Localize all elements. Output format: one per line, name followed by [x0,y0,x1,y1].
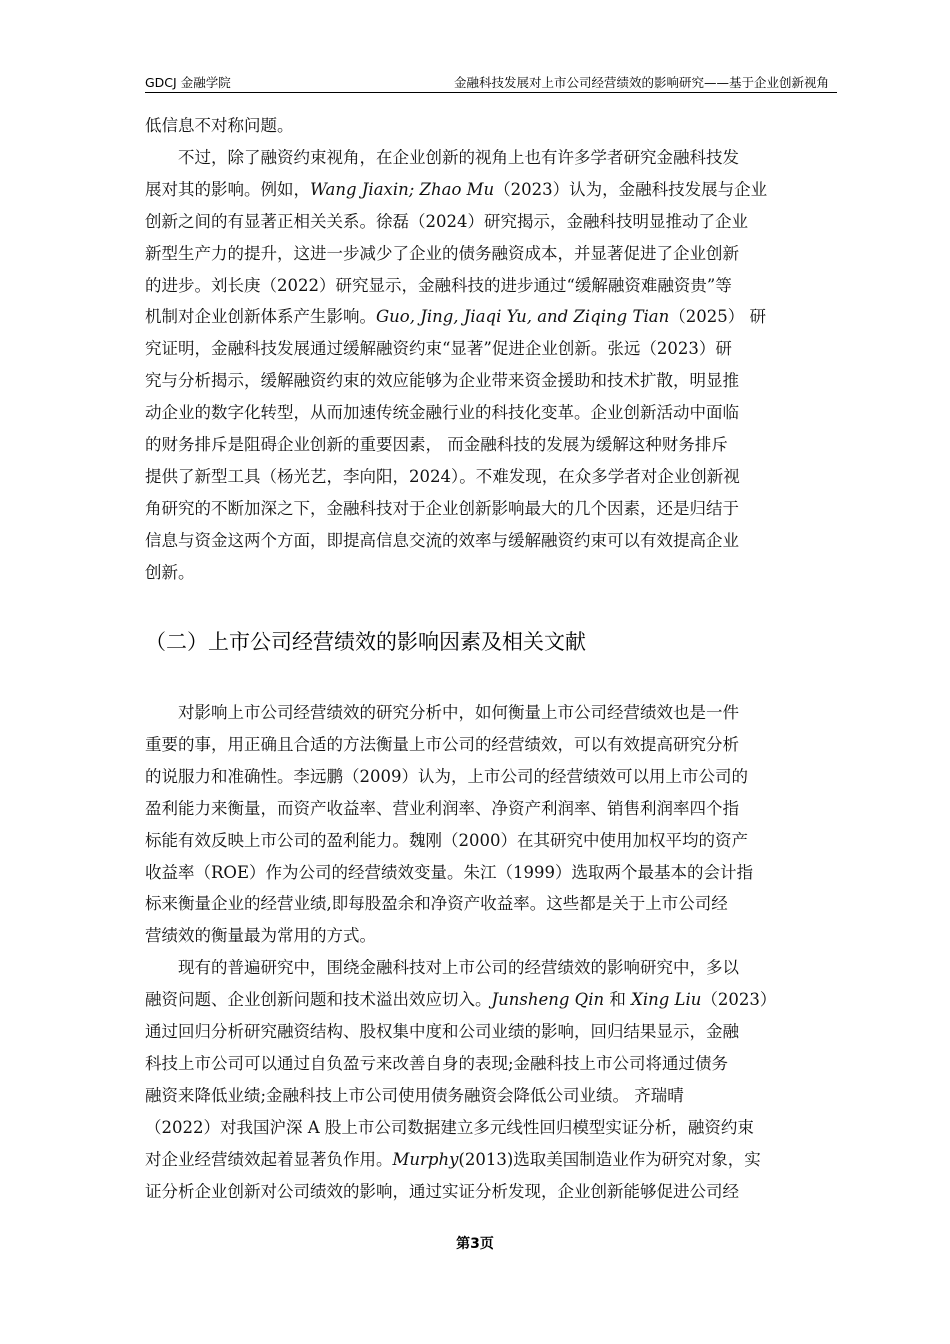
text-line: 的说服力和准确性。李远鹏（2009）认为，上市公司的经营绩效可以用上市公司的 [145,766,748,786]
text-line: 标来衡量企业的经营业绩,即每股盈余和净资产收益率。这些都是关于上市公司经 [145,894,728,914]
text-line: 究与分析揭示，缓解融资约束的效应能够为企业带来资金援助和技术扩散，明显推 [145,371,739,391]
text-line: 营绩效的衡量最为常用的方式。 [145,926,376,946]
body-block-2 [145,697,837,1208]
text-line: 融资来降低业绩;金融科技上市公司使用债务融资会降低公司业绩。 齐瑞晴 [145,1085,684,1105]
text-line: 现有的普遍研究中，围绕金融科技对上市公司的经营绩效的影响研究中，多以 [178,958,739,978]
text-line: 创新。 [145,562,195,582]
text-line: 证分析企业创新对公司绩效的影响，通过实证分析发现，企业创新能够促进公司经 [145,1181,739,1201]
paragraph [145,952,837,1207]
citation-author: Wang Jiaxin; Zhao Mu [310,179,495,199]
text-line: 提供了新型工具（杨光艺，李向阳，2024）。不难发现，在众多学者对企业创新视 [145,466,740,486]
text-line [145,984,837,1016]
citation-author: Guo, Jing, Jiaqi Yu, and Ziqing Tian [376,307,670,327]
text-line: 信息与资金这两个方面，即提高信息交流的效率与缓解融资约束可以有效提高企业 [145,530,739,550]
text-run: （2023）认为，金融科技发展与企业 [494,179,768,199]
text-run: 和 [604,990,632,1010]
section-heading: （二）上市公司经营绩效的影响因素及相关文献 [145,630,586,654]
paragraph [145,697,837,952]
running-header [145,72,837,93]
text-run: （2025） 研 [669,307,766,327]
text-line: 究证明，金融科技发展通过缓解融资约束“显著”促进企业创新。张远（2023）研 [145,339,732,359]
paragraph [145,110,837,142]
text-line: 对影响上市公司经营绩效的研究分析中，如何衡量上市公司经营绩效也是一件 [178,703,739,722]
text-line: 创新之间的有显著正相关关系。徐磊（2024）研究揭示，金融科技明显推动了企业 [145,211,748,231]
text-line: 盈利能力来衡量，而资产收益率、营业利润率、净资产利润率、销售利润率四个指 [145,798,739,818]
text-line: 重要的事，用正确且合适的方法衡量上市公司的经营绩效，可以有效提高研究分析 [145,734,739,754]
text-line: 通过回归分析研究融资结构、股权集中度和公司业绩的影响，回归结果显示，金融 [145,1022,739,1042]
text-line: 动企业的数字化转型，从而加速传统金融行业的科技化变革。企业创新活动中面临 [145,403,739,423]
text-line: （2022）对我国沪深 A 股上市公司数据建立多元线性回归模型实证分析，融资约束 [145,1117,754,1137]
text-run: 对企业经营绩效起着显著负作用。 [145,1149,393,1169]
header-institution: GDCJ 金融学院 [145,75,231,90]
paragraph [145,142,837,589]
text-line [145,174,837,206]
text-line: 收益率（ROE）作为公司的经营绩效变量。朱江（1999）选取两个最基本的会计指 [145,862,753,882]
header-paper-title: 金融科技发展对上市公司经营绩效的影响研究——基于企业创新视角 [453,75,829,90]
citation-author: Murphy [392,1149,459,1169]
text-run: （2023） [701,990,777,1010]
citation-author: Junsheng Qin [491,990,605,1010]
citation-author: Xing Liu [631,990,702,1010]
text-run: (2013)选取美国制造业作为研究对象，实 [458,1149,761,1169]
text-line: 新型生产力的提升，这进一步减少了企业的债务融资成本，并显著促进了企业创新 [145,243,739,263]
text-line: 标能有效反映上市公司的盈利能力。魏刚（2000）在其研究中使用加权平均的资产 [145,830,748,850]
text-line: 低信息不对称问题。 [145,116,294,135]
text-run: 融资问题、企业创新问题和技术溢出效应切入。 [145,990,492,1010]
text-line [145,301,837,333]
text-run: 展对其的影响。例如， [145,179,310,199]
page-number: 第3页 [456,1236,494,1252]
text-line: 角研究的不断加深之下，金融科技对于企业创新影响最大的几个因素，还是归结于 [145,498,739,518]
text-run: 机制对企业创新体系产生影响。 [145,307,376,327]
body-block-1 [145,110,837,589]
text-line: 科技上市公司可以通过自负盈亏来改善自身的表现;金融科技上市公司将通过债务 [145,1053,729,1073]
text-line: 的进步。刘长庚（2022）研究显示，金融科技的进步通过“缓解融资难融资贵”等 [145,275,732,295]
text-line [145,1144,837,1176]
text-line: 的财务排斥是阻碍企业创新的重要因素， 而金融科技的发展为缓解这种财务排斥 [145,435,728,455]
text-line: 不过，除了融资约束视角，在企业创新的视角上也有许多学者研究金融科技发 [178,147,739,167]
